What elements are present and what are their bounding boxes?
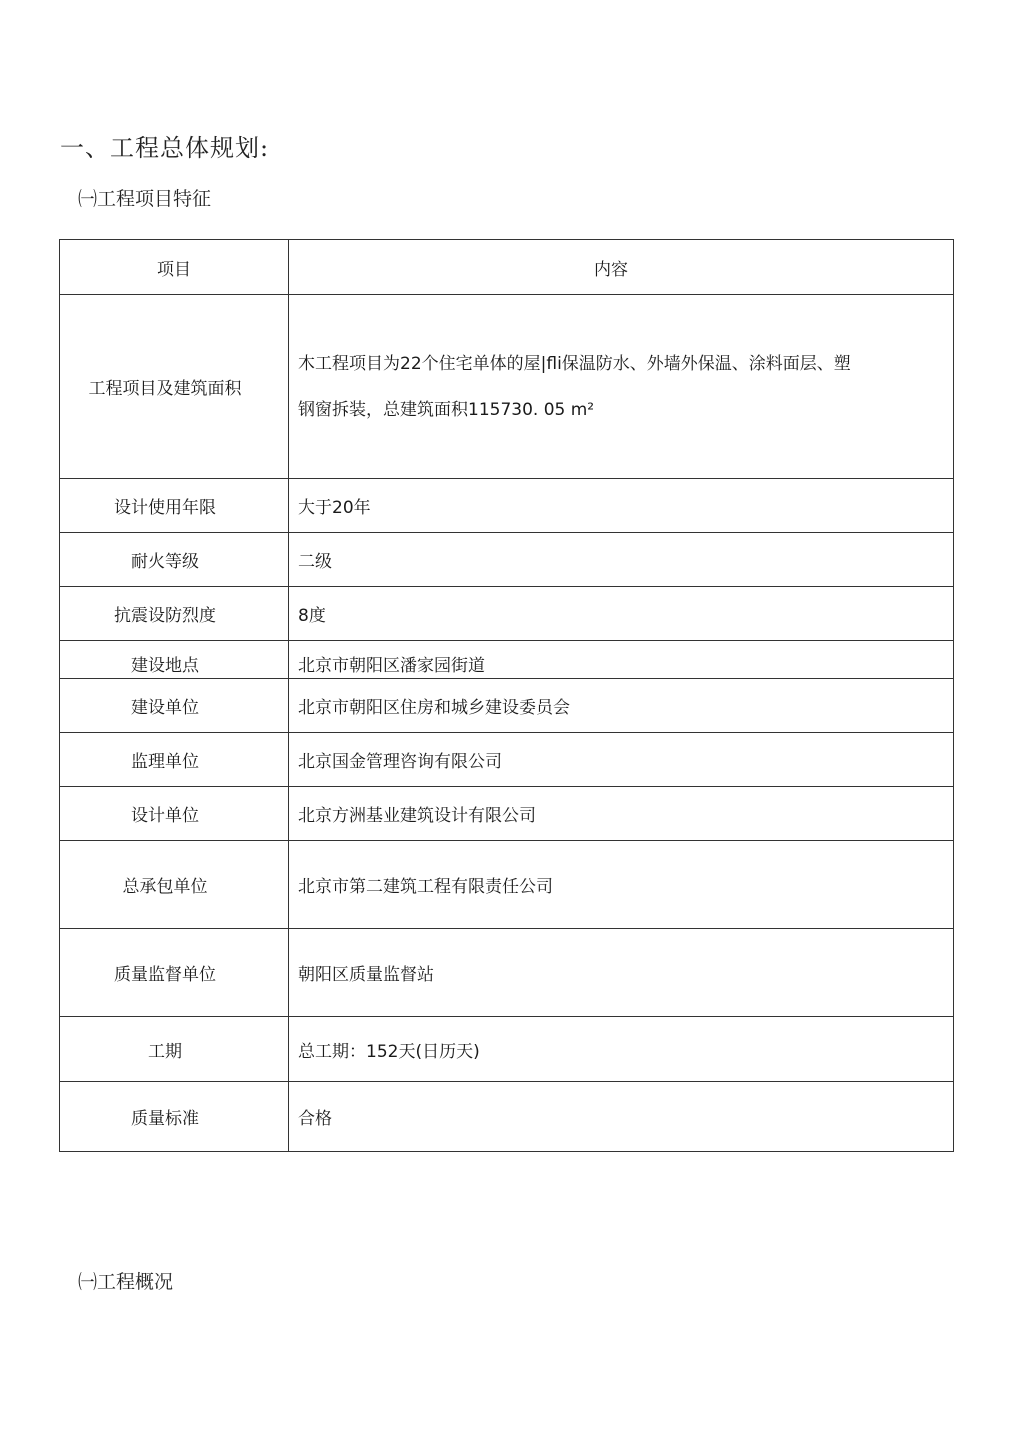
row-content: 朝阳区质量监督站 bbox=[289, 929, 954, 1017]
row-item-label: 监理单位 bbox=[60, 733, 289, 787]
header-item: 项目 bbox=[60, 240, 289, 295]
row-item-label: 质量标准 bbox=[60, 1082, 289, 1152]
table-row bbox=[60, 641, 954, 679]
table-row bbox=[60, 787, 954, 841]
row-item-label: 设计使用年限 bbox=[60, 479, 289, 533]
section-title-project-features: ㈠工程项目特征 bbox=[78, 188, 212, 210]
row-item-label: 质量监督单位 bbox=[60, 929, 289, 1017]
table-row bbox=[60, 841, 954, 929]
table-row bbox=[60, 587, 954, 641]
table-row bbox=[60, 733, 954, 787]
table-row bbox=[60, 929, 954, 1017]
row-item-label: 建设单位 bbox=[60, 679, 289, 733]
table-row bbox=[60, 1017, 954, 1082]
row-item-label: 耐火等级 bbox=[60, 533, 289, 587]
row-content: 总工期：152天(日历天) bbox=[289, 1017, 954, 1082]
row-item-label: 工程项目及建筑面积 bbox=[60, 295, 289, 479]
row-content: 二级 bbox=[289, 533, 954, 587]
section-title-project-overview: ㈠工程概况 bbox=[78, 1271, 174, 1293]
row-content: 北京方洲基业建筑设计有限公司 bbox=[289, 787, 954, 841]
row-content bbox=[289, 295, 954, 479]
row-content: 大于20年 bbox=[289, 479, 954, 533]
row-content: 8度 bbox=[289, 587, 954, 641]
row-content-line: 木工程项目为22个住宅单体的屋|fli保温防水、外墙外保温、涂料面层、塑 bbox=[298, 353, 851, 374]
row-content: 合格 bbox=[289, 1082, 954, 1152]
table-header-row bbox=[60, 240, 954, 295]
row-content: 北京市第二建筑工程有限责任公司 bbox=[289, 841, 954, 929]
row-content: 北京国金管理咨询有限公司 bbox=[289, 733, 954, 787]
row-item-label: 设计单位 bbox=[60, 787, 289, 841]
table-row bbox=[60, 1082, 954, 1152]
table-row bbox=[60, 479, 954, 533]
row-item-label: 抗震设防烈度 bbox=[60, 587, 289, 641]
row-content: 北京市朝阳区潘家园街道 bbox=[289, 641, 954, 679]
project-features-table bbox=[59, 239, 954, 1152]
table-row bbox=[60, 679, 954, 733]
document-heading: 一、工程总体规划: bbox=[60, 134, 270, 162]
row-content: 北京市朝阳区住房和城乡建设委员会 bbox=[289, 679, 954, 733]
table-row bbox=[60, 295, 954, 479]
row-item-label: 工期 bbox=[60, 1017, 289, 1082]
row-item-label: 总承包单位 bbox=[60, 841, 289, 929]
row-item-label: 建设地点 bbox=[60, 641, 289, 679]
row-content-line: 钢窗拆装，总建筑面积115730. 05 m² bbox=[298, 399, 595, 420]
header-content: 内容 bbox=[289, 240, 954, 295]
table-row bbox=[60, 533, 954, 587]
